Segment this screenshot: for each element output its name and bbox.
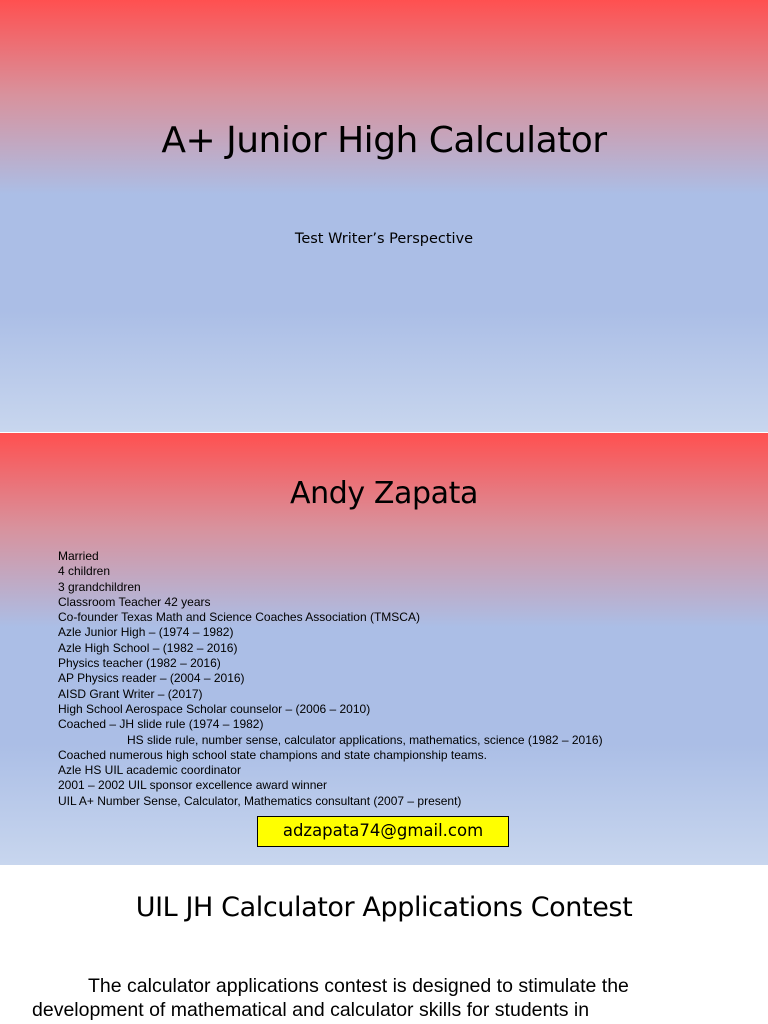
body-paragraph: The calculator applications contest is designed to stimulate the development of mathematical and calculator skills for students in: [32, 975, 629, 1021]
slide-presenter-bio: [0, 433, 768, 865]
slide-contest-intro: [0, 866, 768, 1024]
bio-item: Co-founder Texas Math and Science Coaches Association (TMSCA): [58, 610, 420, 625]
slide-title-page: [0, 0, 768, 432]
bio-list: [58, 549, 603, 809]
bio-item: Azle Junior High – (1974 – 1982): [58, 625, 234, 640]
bio-item: 4 children: [58, 564, 111, 579]
bio-item: Classroom Teacher 42 years: [58, 594, 211, 609]
bio-item: Married: [58, 549, 99, 563]
bio-item: 2001 – 2002 UIL sponsor excellence award winner: [58, 778, 328, 793]
bio-item: Coached numerous high school state champions and state championship teams.: [58, 747, 487, 762]
presenter-name: Andy Zapata: [290, 476, 478, 511]
bio-item: High School Aerospace Scholar counselor – (2006 – 2010): [58, 701, 371, 716]
email-link[interactable]: adzapata74@gmail.com: [257, 816, 509, 847]
bio-item: Coached – JH slide rule (1974 – 1982): [58, 717, 264, 732]
bio-item: HS slide rule, number sense, calculator applications, mathematics, science (1982 – 2016): [127, 732, 603, 747]
slide-title: A+ Junior High Calculator: [161, 120, 607, 161]
bio-item: UIL A+ Number Sense, Calculator, Mathematics consultant (2007 – present): [58, 793, 462, 808]
bio-item: Physics teacher (1982 – 2016): [58, 656, 221, 671]
slide-subtitle: Test Writer’s Perspective: [294, 231, 474, 247]
bio-item: Azle High School – (1982 – 2016): [58, 640, 238, 655]
bio-item: AP Physics reader – (2004 – 2016): [58, 671, 245, 686]
bio-item: Azle HS UIL academic coordinator: [58, 763, 241, 778]
slide-title: UIL JH Calculator Applications Contest: [135, 892, 633, 923]
bio-item: AISD Grant Writer – (2017): [58, 686, 203, 701]
bio-item: 3 grandchildren: [58, 579, 141, 594]
